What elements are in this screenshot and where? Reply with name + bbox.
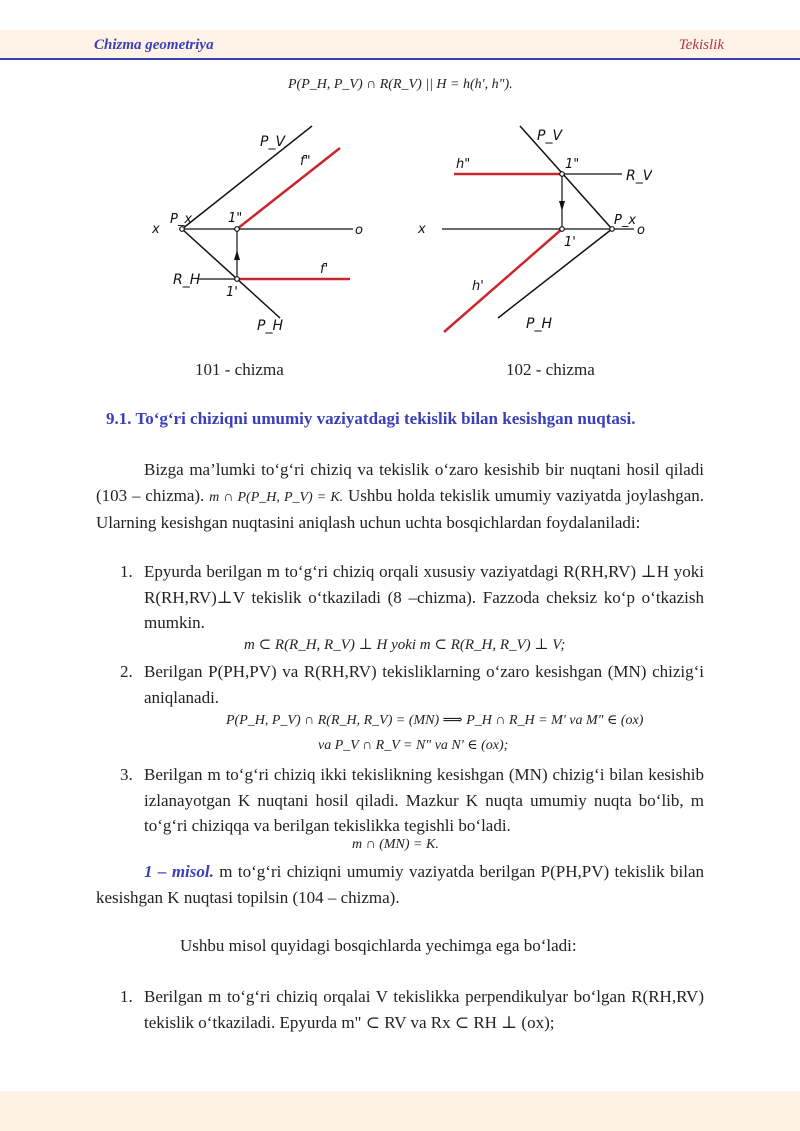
page-header [0, 30, 800, 60]
label-1p: 1' [564, 235, 576, 250]
list-item-number: 1. [120, 562, 133, 581]
trace-pv [520, 126, 612, 229]
label-o: o [355, 223, 363, 238]
list-item [120, 559, 704, 636]
list-item-number: 3. [120, 765, 133, 784]
trace-pv [182, 126, 312, 229]
label-px: P_x [614, 213, 637, 228]
list-item-formula: m ∩ (MN) = K. [352, 837, 439, 852]
label-1pp: 1" [565, 157, 580, 172]
list-item-text: Berilgan P(PH,PV) va R(RH,RV) tekisliklarning o‘zaro kesishgan (MN) chizig‘i aniqlanadi. [144, 662, 704, 707]
label-f2: f" [300, 154, 311, 169]
label-x: x [418, 222, 426, 237]
point-1p [235, 277, 240, 282]
label-pv: P_V [537, 128, 563, 144]
example-paragraph [96, 859, 704, 910]
header-chapter-title: Tekislik [678, 37, 724, 53]
arrow-down-icon [559, 201, 565, 211]
list-item-formula: m ⊂ R(R_H, R_V) ⊥ H yoki m ⊂ R(R_H, R_V) ⊥ V; [244, 637, 566, 653]
list-item [120, 762, 704, 839]
intro-text-b: Ushbu holda tekislik umumiy vaziyatda joylashgan. Ularning kesishgan nuqtasini aniqlash uchun uchta bosqichlardan foydalaniladi: [96, 485, 705, 532]
list-item-formula: P(P_H, P_V) ∩ R(R_H, R_V) = (MN) ⟹ P_H ∩ R_H = M' va M" ∈ (ox) [226, 713, 644, 728]
list-item-text: Berilgan m to‘g‘ri chiziq orqalai V tekislikka perpendikulyar bo‘lgan R(RH,RV) tekislik o‘tkaziladi. Epyurda m" ⊂ RV va Rx ⊂ RH ⊥ (ox); [144, 987, 704, 1032]
header-book-title: Chizma geometriya [94, 37, 214, 53]
label-px: P_x [170, 212, 193, 227]
label-h1: h' [472, 279, 484, 294]
intro-text-a: Bizga ma’lumki to‘g‘ri chiziq va tekislik o‘zaro kesishib bir nuqtani hosil qiladi (103 – chizma). [96, 460, 704, 505]
list-item [120, 659, 704, 710]
label-pv: P_V [260, 134, 286, 150]
figure-102 [412, 118, 652, 343]
arrow-up-icon [234, 250, 240, 260]
list-item-text: Epyurda berilgan m to‘g‘ri chiziq orqali xususiy vaziyatdagi R(RH,RV) ⊥H yoki R(RH,RV)⊥V tekislik o‘tkaziladi (8 –chizma). Fazzoda cheksiz ko‘p o‘tkazish mumkin. [144, 562, 704, 632]
intro-paragraph [96, 457, 704, 536]
section-title: 9.1. To‘g‘ri chiziqni umumiy vaziyatdagi tekislik bilan kesishgan nuqtasi. [106, 409, 636, 428]
label-1pp: 1" [228, 211, 243, 226]
label-rh: R_H [173, 272, 201, 288]
label-rv: R_V [626, 168, 652, 184]
point-1pp [560, 172, 565, 177]
point-1pp [235, 227, 240, 232]
caption-figure-102: 102 - chizma [506, 360, 595, 379]
list-item [120, 984, 704, 1035]
example-text: m to‘g‘ri chiziqni umumiy vaziyatda berilgan P(PH,PV) tekislik bilan kesishgan K nuqtasi topilsin (104 – chizma). [96, 862, 704, 907]
label-h2: h" [456, 157, 471, 172]
label-f1: f' [320, 262, 329, 277]
label-ph: P_H [257, 318, 283, 334]
label-1p: 1' [226, 285, 238, 300]
example-label: 1 – misol. [144, 862, 214, 881]
intro-formula: m ∩ P(P_H, P_V) = K. [209, 489, 344, 505]
list-item-number: 1. [120, 987, 133, 1006]
list-item-number: 2. [120, 662, 133, 681]
trace-ph [498, 229, 612, 318]
list-item-formula: va P_V ∩ R_V = N" va N' ∈ (ox); [318, 738, 509, 753]
top-formula: P(P_H, P_V) ∩ R(R_V) || H = h(h', h"). [288, 77, 513, 92]
figure-101 [140, 118, 380, 348]
caption-figure-101: 101 - chizma [195, 360, 284, 379]
list-item-text: Berilgan m to‘g‘ri chiziq ikki tekislikning kesishgan (MN) chizig‘i bilan kesishib izlanayotgan K nuqtani hosil qiladi. Mazkur K nuqta umumiy nuqta bo‘lib, m to‘g‘ri chiziqqa va berilgan tekislikka tegishli bo‘ladi. [144, 765, 704, 835]
label-ph: P_H [526, 316, 552, 332]
point-px [180, 227, 185, 232]
label-o: o [637, 223, 645, 238]
label-x: x [152, 222, 160, 237]
page-footer-band [0, 1091, 800, 1131]
line-f-frontal [237, 148, 340, 229]
solution-intro: Ushbu misol quyidagi bosqichlarda yechimga ega bo‘ladi: [180, 936, 577, 955]
point-1p [560, 227, 565, 232]
